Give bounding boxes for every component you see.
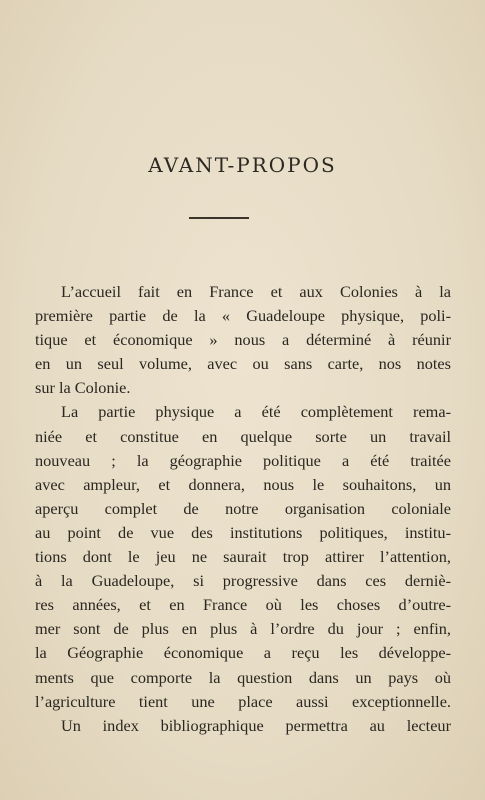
text-line: L’accueil fait en France et aux Colonies à la [61, 282, 451, 301]
text-line: ments que comporte la question dans un pays où [35, 667, 451, 687]
text-line: à la Guadeloupe, si progressive dans ces derniè- [35, 571, 451, 591]
page-heading: AVANT-PROPOS [148, 153, 337, 177]
text-line: tions dont le jeu ne saurait trop attirer l’attention, [35, 547, 451, 567]
text-line: la Géographie économique a reçu les développe- [35, 643, 451, 663]
text-line: niée et constitue en quelque sorte un travail [35, 426, 451, 446]
text-line: l’agriculture tient une place aussi exceptionnelle. [35, 691, 451, 711]
text-line: en un seul volume, avec ou sans carte, nos notes [35, 354, 451, 374]
text-line: avec ampleur, et donnera, nous le souhaitons, un [35, 474, 451, 494]
body-text [35, 280, 451, 738]
text-line: tique et économique » nous a déterminé à réunir [35, 330, 451, 350]
text-line: La partie physique a été complètement rema- [61, 402, 451, 422]
text-line: nouveau ; la géographie politique a été traitée [35, 450, 451, 470]
text-line: sur la Colonie. [35, 378, 131, 398]
text-line: mer sont de plus en plus à l’ordre du jour ; enfin, [35, 619, 451, 639]
heading-rule [189, 217, 249, 219]
text-line: Un index bibliographique permettra au lecteur [61, 715, 451, 735]
text-line: aperçu complet de notre organisation coloniale [35, 498, 451, 518]
text-line: première partie de la « Guadeloupe physique, poli- [35, 306, 451, 326]
text-line: res années, et en France où les choses d’outre- [35, 595, 451, 615]
text-line: au point de vue des institutions politiques, institu- [35, 522, 451, 542]
